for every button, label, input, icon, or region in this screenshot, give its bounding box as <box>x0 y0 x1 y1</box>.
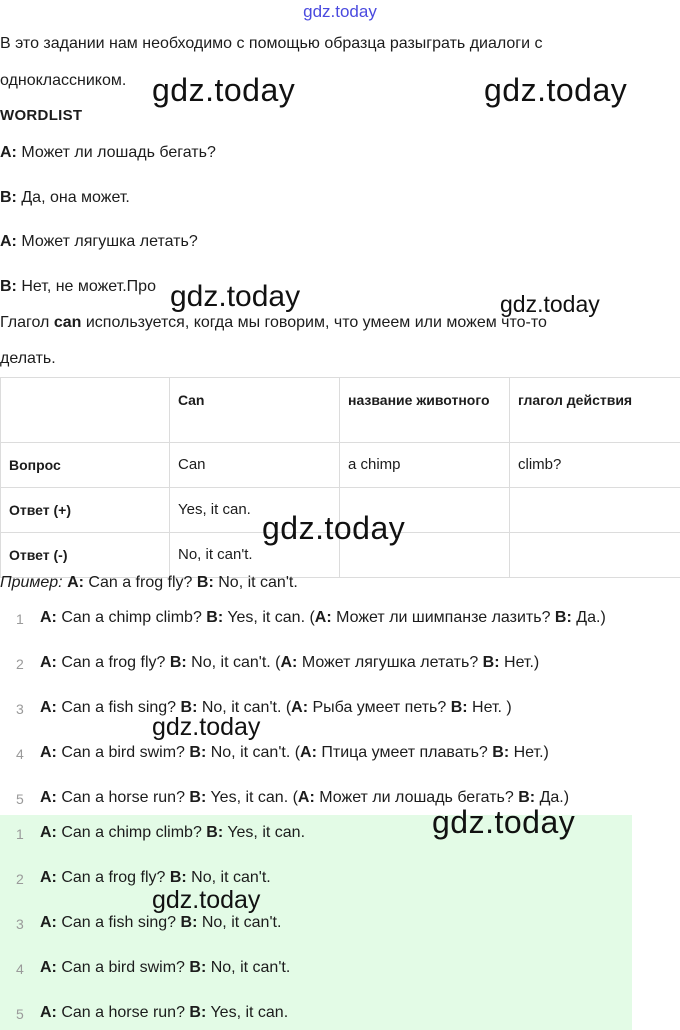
speaker-label: B: <box>196 574 214 591</box>
table-cell: Yes, it can. <box>170 488 340 533</box>
list-text: A: Can a horse run? B: Yes, it can. (A: Может ли лошадь бегать? B: Да.) <box>40 789 570 806</box>
watermark: gdz.today <box>262 510 406 546</box>
grammar-line-1 <box>0 314 547 332</box>
grammar-line-2: делать. <box>0 350 56 367</box>
watermark: gdz.today <box>500 291 600 317</box>
list-number: 2 <box>16 871 24 887</box>
example-label: Пример: <box>0 574 63 591</box>
table-cell: a chimp <box>340 443 510 488</box>
table-cell: climb? <box>510 443 680 488</box>
watermark: gdz.today <box>152 886 261 914</box>
list-text: A: Can a fish sing? B: No, it can't. (A: Рыба умеет петь? B: Нет. ) <box>40 699 512 716</box>
dialog-line <box>0 189 130 207</box>
speaker-label: A: <box>67 574 84 591</box>
list-text: A: Can a horse run? B: Yes, it can. <box>40 1004 289 1021</box>
list-number: 3 <box>16 916 24 932</box>
grammar-table <box>0 377 680 578</box>
list-number: 1 <box>16 826 24 842</box>
table-cell <box>510 488 680 533</box>
list-number: 3 <box>16 701 24 717</box>
list-text: A: Can a bird swim? B: No, it can't. (A: Птица умеет плавать? B: Нет.) <box>40 744 549 761</box>
example-text: Can a frog fly? <box>83 574 197 591</box>
table-row-label: Вопрос <box>1 443 170 488</box>
grammar-text: Глагол <box>0 314 54 331</box>
list-text: A: Can a chimp climb? B: Yes, it can. <box>40 824 306 841</box>
list-text: A: Can a frog fly? B: No, it can't. (A: Может лягушка летать? B: Нет.) <box>40 654 540 671</box>
watermark: gdz.today <box>170 280 301 313</box>
list-text: A: Can a chimp climb? B: Yes, it can. (A: Может ли шимпанзе лазить? B: Да.) <box>40 609 606 626</box>
dialog-line <box>0 233 198 251</box>
watermark: gdz.today <box>152 713 261 741</box>
watermark: gdz.today <box>152 72 296 108</box>
table-row-label: Ответ (+) <box>1 488 170 533</box>
list-number: 5 <box>16 1006 24 1022</box>
table-cell <box>510 533 680 578</box>
watermark: gdz.today <box>432 804 576 840</box>
list-number: 4 <box>16 961 24 977</box>
intro-line-2: одноклассником. <box>0 72 127 89</box>
top-watermark: gdz.today <box>303 2 377 21</box>
example-text: No, it can't. <box>213 574 298 591</box>
list-number: 1 <box>16 611 24 627</box>
list-number: 5 <box>16 791 24 807</box>
table-header-row <box>1 378 680 443</box>
list-number: 2 <box>16 656 24 672</box>
dialog-text: Может ли лошадь бегать? <box>16 144 216 161</box>
dialog-line <box>0 144 216 162</box>
example-line <box>0 574 298 592</box>
grammar-text: используется, когда мы говорим, что умеем или можем что-то <box>81 314 547 331</box>
wordlist-heading: WORDLIST <box>0 107 83 124</box>
dialog-text: Может лягушка летать? <box>16 233 198 250</box>
dialog-text: Нет, не может.Про <box>16 278 156 295</box>
speaker-label: B: <box>0 278 17 295</box>
table-row-label: Ответ (-) <box>1 533 170 578</box>
list-text: A: Can a fish sing? B: No, it can't. <box>40 914 282 931</box>
dialog-line <box>0 278 156 296</box>
list-number: 4 <box>16 746 24 762</box>
intro-line-1: В это задании нам необходимо с помощью образца разыграть диалоги с <box>0 35 543 52</box>
speaker-label: B: <box>0 189 17 206</box>
speaker-label: A: <box>0 144 17 161</box>
table-header-cell: Can <box>170 378 340 443</box>
table-header-cell <box>1 378 170 443</box>
table-header-cell: глагол действия <box>510 378 680 443</box>
table-row <box>1 443 680 488</box>
list-text: A: Can a bird swim? B: No, it can't. <box>40 959 291 976</box>
watermark: gdz.today <box>484 72 628 108</box>
table-header-cell: название животного <box>340 378 510 443</box>
speaker-label: A: <box>0 233 17 250</box>
grammar-keyword: can <box>53 314 82 331</box>
dialog-text: Да, она может. <box>16 189 130 206</box>
list-text: A: Can a frog fly? B: No, it can't. <box>40 869 271 886</box>
table-cell: No, it can't. <box>170 533 340 578</box>
table-cell: Can <box>170 443 340 488</box>
